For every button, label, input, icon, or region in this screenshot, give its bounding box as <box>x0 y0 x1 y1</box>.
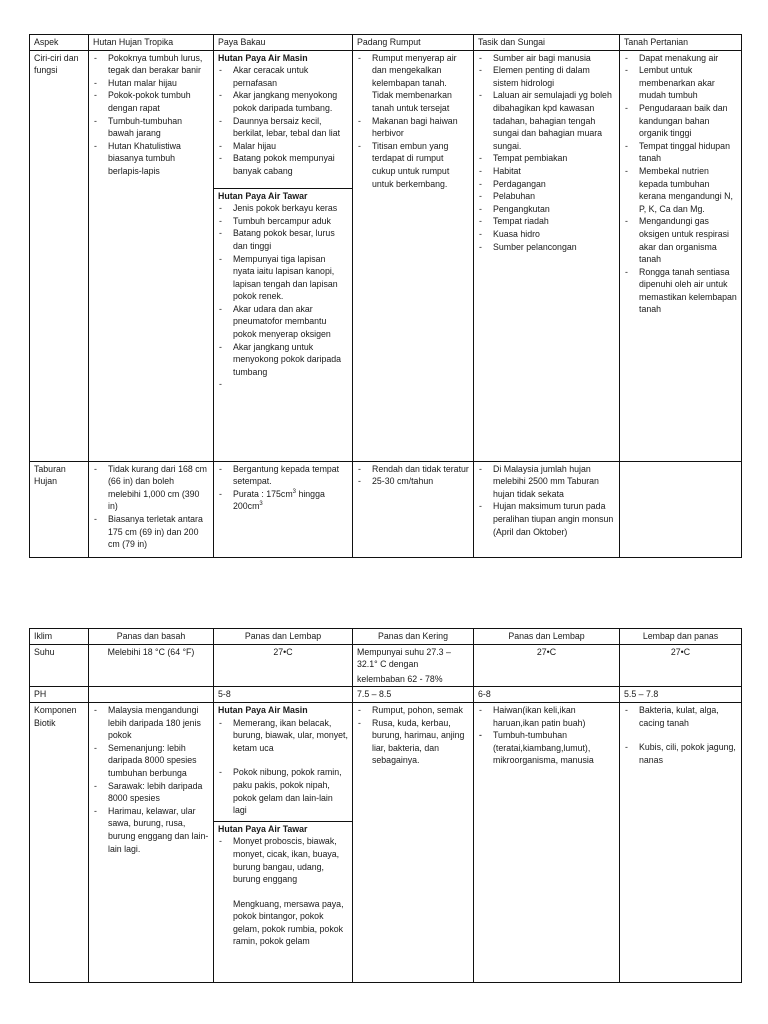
row-suhu <box>30 644 742 687</box>
list-item <box>218 488 348 513</box>
header-hutan-hujan-tropika: Hutan Hujan Tropika <box>89 35 214 51</box>
iklim-tanah: Lembap dan panas <box>620 629 742 645</box>
list-item: - Tumbuh-tumbuhan bawah jarang <box>93 115 209 140</box>
list-text: Mengkuang, mersawa paya, pokok bintangor, pokok gelam, pokok rumbia, pokok ramin, pokok gelam <box>233 898 344 947</box>
list-item: - Tumbuh-tumbuhan (teratai,kiambang,lumut), mikroorganisma, manusia <box>478 729 615 767</box>
suhu-tanah: 27•C <box>620 644 742 687</box>
row-ciri-ciri <box>30 50 742 461</box>
habitat-table-1 <box>29 34 742 558</box>
cell-paya-bakau <box>214 50 353 461</box>
biotik-paya-bakau <box>214 702 353 982</box>
list-item: - Sumber pelancongan <box>478 241 615 254</box>
list-item: - Tumbuh bercampur aduk <box>218 215 348 228</box>
suhu-padang-line2: kelembaban 62 - 78% <box>357 673 443 684</box>
list-item: - Malaysia mengandungi lebih daripada 180 jenis pokok <box>93 704 209 742</box>
list-item: - Memerang, ikan belacak, burung, biawak, ular, monyet, ketam uca <box>218 717 348 755</box>
list-item: - Perdagangan <box>478 178 615 191</box>
aspect-cell: Taburan Hujan <box>30 461 89 557</box>
cell-tanah-pertanian <box>620 461 742 557</box>
cell-tasik-sungai <box>474 50 620 461</box>
ph-tasik: 6-8 <box>474 687 620 703</box>
cell-hutan <box>89 461 214 557</box>
ph-paya: 5-8 <box>214 687 353 703</box>
list-item: - Titisan embun yang terdapat di rumput cukup untuk rumput untuk berkembang. <box>357 140 469 190</box>
cell-paya-bakau <box>214 461 353 557</box>
rainfall-text: Purata : 175cm <box>233 488 293 499</box>
list-item: - Lembut untuk membenarkan akar mudah tumbuh <box>624 64 737 102</box>
list-item: - Makanan bagi haiwan herbivor <box>357 115 469 140</box>
suhu-padang-line1: Mempunyai suhu 27.3 – 32.1° C dengan <box>357 646 451 670</box>
label-iklim: Iklim <box>30 629 89 645</box>
list-item: - Rendah dan tidak teratur <box>357 463 469 476</box>
list-item: - Sarawak: lebih daripada 8000 spesies <box>93 780 209 805</box>
row-iklim <box>30 629 742 645</box>
list-item: - Batang pokok mempunyai banyak cabang <box>218 152 348 177</box>
list-item: - Jenis pokok berkayu keras <box>218 202 348 215</box>
list-item: - Pengangkutan <box>478 203 615 216</box>
list-item: - Batang pokok besar, lurus dan tinggi <box>218 227 348 252</box>
list-item: - Tempat pembiakan <box>478 152 615 165</box>
list-item: - Tidak kurang dari 168 cm (66 in) dan boleh melebihi 1,000 cm (390 in) <box>93 463 209 513</box>
list-item: - Monyet proboscis, biawak, monyet, cicak, ikan, buaya, burung bangau, udang, burung enggang <box>218 835 348 885</box>
list-item: - Semenanjung: lebih daripada 8000 spesies tumbuhan berbunga <box>93 742 209 780</box>
list-item: - Pelabuhan <box>478 190 615 203</box>
list-item: - Malar hijau <box>218 140 348 153</box>
suhu-paya: 27•C <box>214 644 353 687</box>
list-item: - Akar jangkang menyokong pokok daripada tumbang. <box>218 89 348 114</box>
header-padang-rumput: Padang Rumput <box>353 35 474 51</box>
list-item: - Tempat tinggal hidupan tanah <box>624 140 737 165</box>
cell-hutan <box>89 50 214 461</box>
cell-tasik-sungai <box>474 461 620 557</box>
list-item: - Mengandungi gas oksigen untuk respirasi akar dan organisma tanah <box>624 215 737 265</box>
cell-tanah-pertanian <box>620 50 742 461</box>
list-item: - Pokok-pokok tumbuh dengan rapat <box>93 89 209 114</box>
iklim-hutan: Panas dan basah <box>89 629 214 645</box>
ph-hutan <box>89 687 214 703</box>
superscript: 3 <box>259 501 263 508</box>
list-item: - Biasanya terletak antara 175 cm (69 in) dan 200 cm (79 in) <box>93 513 209 551</box>
list-item <box>218 766 348 816</box>
biotik-tanah-pertanian <box>620 702 742 982</box>
list-item: - Sumber air bagi manusia <box>478 52 615 65</box>
subheading-paya-air-masin: Hutan Paya Air Masin <box>218 52 308 63</box>
header-tasik-dan-sungai: Tasik dan Sungai <box>474 35 620 51</box>
biotik-hutan <box>89 702 214 982</box>
list-item: - Kuasa hidro <box>478 228 615 241</box>
label-ph: PH <box>30 687 89 703</box>
list-item: - Pengudaraan baik dan kandungan bahan organik tinggi <box>624 102 737 140</box>
list-item: - 25-30 cm/tahun <box>357 475 469 488</box>
row-ph <box>30 687 742 703</box>
list-item: - Laluan air semulajadi yg boleh dibahagikan kpd kawasan tadahan, bahagian tengah sungai dan bahagian muara sungai. <box>478 89 615 152</box>
list-item: - Pokoknya tumbuh lurus, tegak dan berakar banir <box>93 52 209 77</box>
list-item: - Bakteria, kulat, alga, cacing tanah <box>624 704 737 729</box>
list-item: - Tempat riadah <box>478 215 615 228</box>
list-item: - Elemen penting di dalam sistem hidrologi <box>478 64 615 89</box>
list-item: - Hutan Khatulistiwa biasanya tumbuh berlapis-lapis <box>93 140 209 178</box>
list-item: - Daunnya bersaiz kecil, berkilat, lebar, tebal dan liat <box>218 115 348 140</box>
list-item: - Akar udara dan akar pneumatofor membantu pokok menyerap oksigen <box>218 303 348 341</box>
list-item: - Bergantung kepada tempat setempat. <box>218 463 348 488</box>
row-taburan-hujan <box>30 461 742 557</box>
header-row <box>30 35 742 51</box>
iklim-padang: Panas dan Kering <box>353 629 474 645</box>
cell-padang-rumput <box>353 50 474 461</box>
cell-padang-rumput <box>353 461 474 557</box>
header-tanah-pertanian: Tanah Pertanian <box>620 35 742 51</box>
list-text: Pokok nibung, pokok ramin, paku pakis, pokok nipah, pokok gelam dan lain-lain lagi <box>233 767 342 816</box>
label-suhu: Suhu <box>30 644 89 687</box>
list-item: - Rusa, kuda, kerbau, burung, harimau, anjing liar, bakteria, dan sebagainya. <box>357 717 469 767</box>
list-item: - Hutan malar hijau <box>93 77 209 90</box>
subheading-paya-air-tawar: Hutan Paya Air Tawar <box>218 823 308 834</box>
row-komponen-biotik <box>30 702 742 982</box>
biotik-tasik-sungai <box>474 702 620 982</box>
biotik-padang-rumput <box>353 702 474 982</box>
list-item: - Harimau, kelawar, ular sawa, burung, rusa, burung enggang dan lain-lain lagi. <box>93 805 209 855</box>
habitat-table-2 <box>29 628 742 983</box>
list-item: - Habitat <box>478 165 615 178</box>
list-item: - Mempunyai tiga lapisan nyata iaitu lapisan kanopi, lapisan tengah dan lapisan pokok renek. <box>218 253 348 303</box>
list-item: - Hujan maksimum turun pada peralihan tiupan angin monsun (April dan Oktober) <box>478 500 615 538</box>
label-komponen-biotik: Komponen Biotik <box>30 702 89 982</box>
rainfall-text: hingga 200cm <box>233 488 325 512</box>
list-item: - Membekal nutrien kepada tumbuhan kerana mengandungi N, P, K, Ca dan Mg. <box>624 165 737 215</box>
ph-tanah: 5.5 – 7.8 <box>620 687 742 703</box>
header-paya-bakau: Paya Bakau <box>214 35 353 51</box>
iklim-tasik: Panas dan Lembap <box>474 629 620 645</box>
subheading-paya-air-tawar: Hutan Paya Air Tawar <box>218 190 308 201</box>
ph-padang: 7.5 – 8.5 <box>353 687 474 703</box>
superscript: 3 <box>292 488 296 495</box>
suhu-tasik: 27•C <box>474 644 620 687</box>
aspect-cell: Ciri-ciri dan fungsi <box>30 50 89 461</box>
suhu-padang <box>353 644 474 687</box>
list-item: - Dapat menakung air <box>624 52 737 65</box>
list-item: - Rumput, pohon, semak <box>357 704 469 717</box>
list-item: - Kubis, cili, pokok jagung, nanas <box>624 741 737 766</box>
iklim-paya: Panas dan Lembap <box>214 629 353 645</box>
header-aspek: Aspek <box>30 35 89 51</box>
list-item: - Haiwan(ikan keli,ikan haruan,ikan patin buah) <box>478 704 615 729</box>
list-item: - Rumput menyerap air dan mengekalkan kelembapan tanah. Tidak membenarkan tanah untuk tersejat <box>357 52 469 115</box>
subheading-paya-air-masin: Hutan Paya Air Masin <box>218 704 308 715</box>
suhu-hutan: Melebihi 18 °C (64 °F) <box>89 644 214 687</box>
list-item: - Akar ceracak untuk pernafasan <box>218 64 348 89</box>
list-item: - Rongga tanah sentiasa dipenuhi oleh air untuk memastikan kelembapan tanah <box>624 266 737 316</box>
list-item: - Akar jangkang untuk menyokong pokok daripada tumbang <box>218 341 348 379</box>
list-item: - Di Malaysia jumlah hujan melebihi 2500 mm Taburan hujan tidak sekata <box>478 463 615 501</box>
